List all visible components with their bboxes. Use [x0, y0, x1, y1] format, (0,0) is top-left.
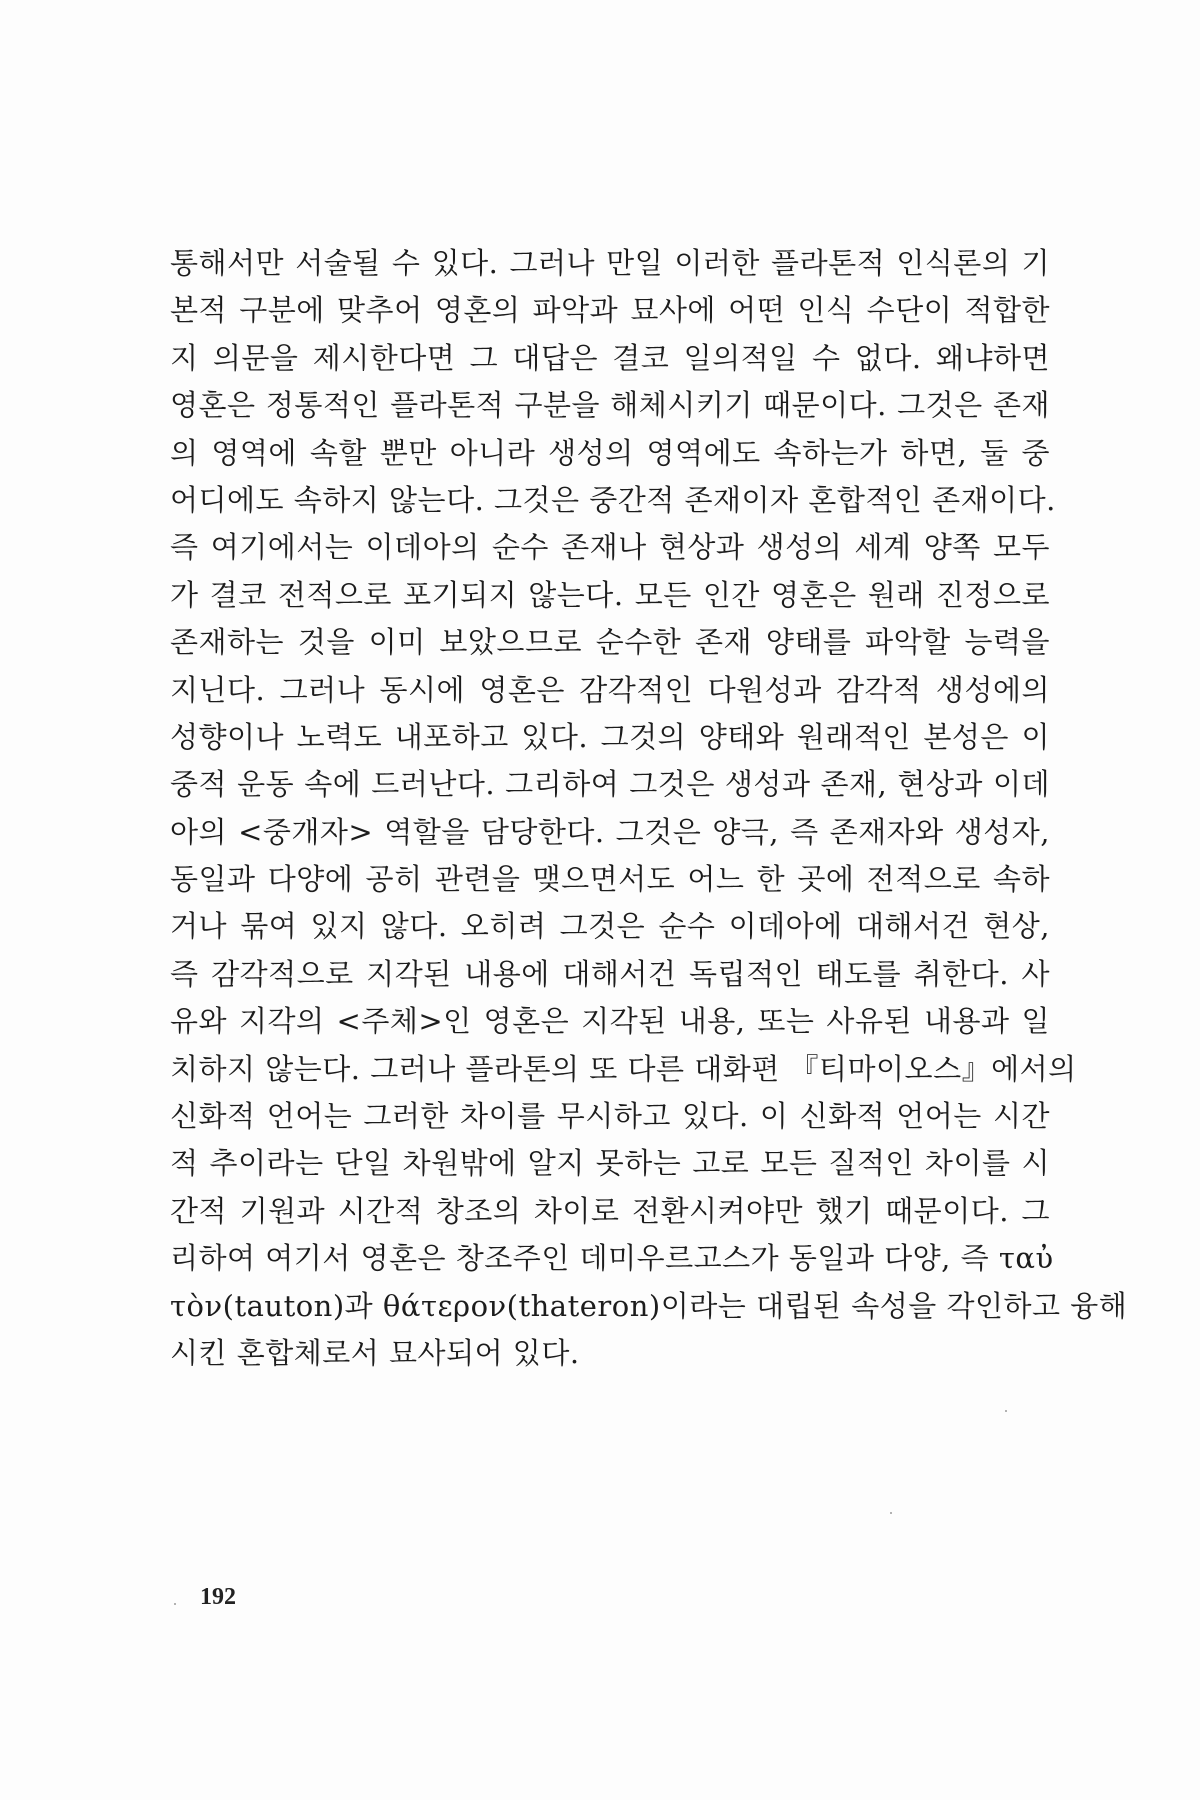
text-line: 동일과 다양에 공히 관련을 맺으면서도 어느 한 곳에 전적으로 속하	[170, 862, 1050, 897]
text-line: 지닌다. 그러나 동시에 영혼은 감각적인 다원성과 감각적 생성에의	[170, 672, 1050, 707]
text-line: 즉 여기에서는 이데아의 순수 존재나 현상과 생성의 세계 양쪽 모두	[170, 530, 1050, 565]
text-line: 존재하는 것을 이미 보았으므로 순수한 존재 양태를 파악할 능력을	[170, 625, 1050, 660]
text-line: 본적 구분에 맞추어 영혼의 파악과 묘사에 어떤 인식 수단이 적합한	[170, 293, 1050, 328]
text-line: 지 의문을 제시한다면 그 대답은 결코 일의적일 수 없다. 왜냐하면	[170, 340, 1050, 375]
page-number: 192	[200, 1584, 236, 1610]
scan-speck	[174, 1603, 176, 1605]
text-line: 거나 묶여 있지 않다. 오히려 그것은 순수 이데아에 대해서건 현상,	[170, 909, 1050, 944]
text-line: 치하지 않는다. 그러나 플라톤의 또 다른 대화편 『티마이오스』에서의	[170, 1051, 1077, 1086]
text-line: 리하여 여기서 영혼은 창조주인 데미우르고스가 동일과 다양, 즉 ταὐ	[170, 1241, 1054, 1276]
text-line: 아의 <중개자> 역할을 담당한다. 그것은 양극, 즉 존재자와 생성자,	[170, 814, 1050, 849]
text-line: 즉 감각적으로 지각된 내용에 대해서건 독립적인 태도를 취한다. 사	[170, 956, 1050, 991]
text-line: 간적 기원과 시간적 창조의 차이로 전환시켜야만 했기 때문이다. 그	[170, 1193, 1050, 1228]
text-line: 성향이나 노력도 내포하고 있다. 그것의 양태와 원래적인 본성은 이	[170, 719, 1050, 754]
scan-speck	[1005, 1410, 1007, 1412]
text-line: τὸν(tauton)과 θάτερον(thateron)이라는 대립된 속성을 각인하고 융해	[170, 1288, 1128, 1323]
text-line: 유와 지각의 <주체>인 영혼은 지각된 내용, 또는 사유된 내용과 일	[170, 1004, 1050, 1039]
text-line: 시킨 혼합체로서 묘사되어 있다.	[170, 1335, 580, 1370]
text-line: 어디에도 속하지 않는다. 그것은 중간적 존재이자 혼합적인 존재이다.	[170, 482, 1056, 517]
text-line: 가 결코 전적으로 포기되지 않는다. 모든 인간 영혼은 원래 진정으로	[170, 577, 1050, 612]
text-line: 통해서만 서술될 수 있다. 그러나 만일 이러한 플라톤적 인식론의 기	[170, 246, 1050, 280]
body-text	[170, 240, 1128, 1377]
text-line: 적 추이라는 단일 차원밖에 알지 못하는 고로 모든 질적인 차이를 시	[170, 1146, 1050, 1181]
scan-speck	[890, 1512, 892, 1514]
text-line: 의 영역에 속할 뿐만 아니라 생성의 영역에도 속하는가 하면, 둘 중	[170, 435, 1050, 470]
text-line: 중적 운동 속에 드러난다. 그리하여 그것은 생성과 존재, 현상과 이데	[170, 767, 1050, 802]
text-line: 영혼은 정통적인 플라톤적 구분을 해체시키기 때문이다. 그것은 존재	[170, 388, 1050, 423]
text-line: 신화적 언어는 그러한 차이를 무시하고 있다. 이 신화적 언어는 시간	[170, 1099, 1050, 1134]
